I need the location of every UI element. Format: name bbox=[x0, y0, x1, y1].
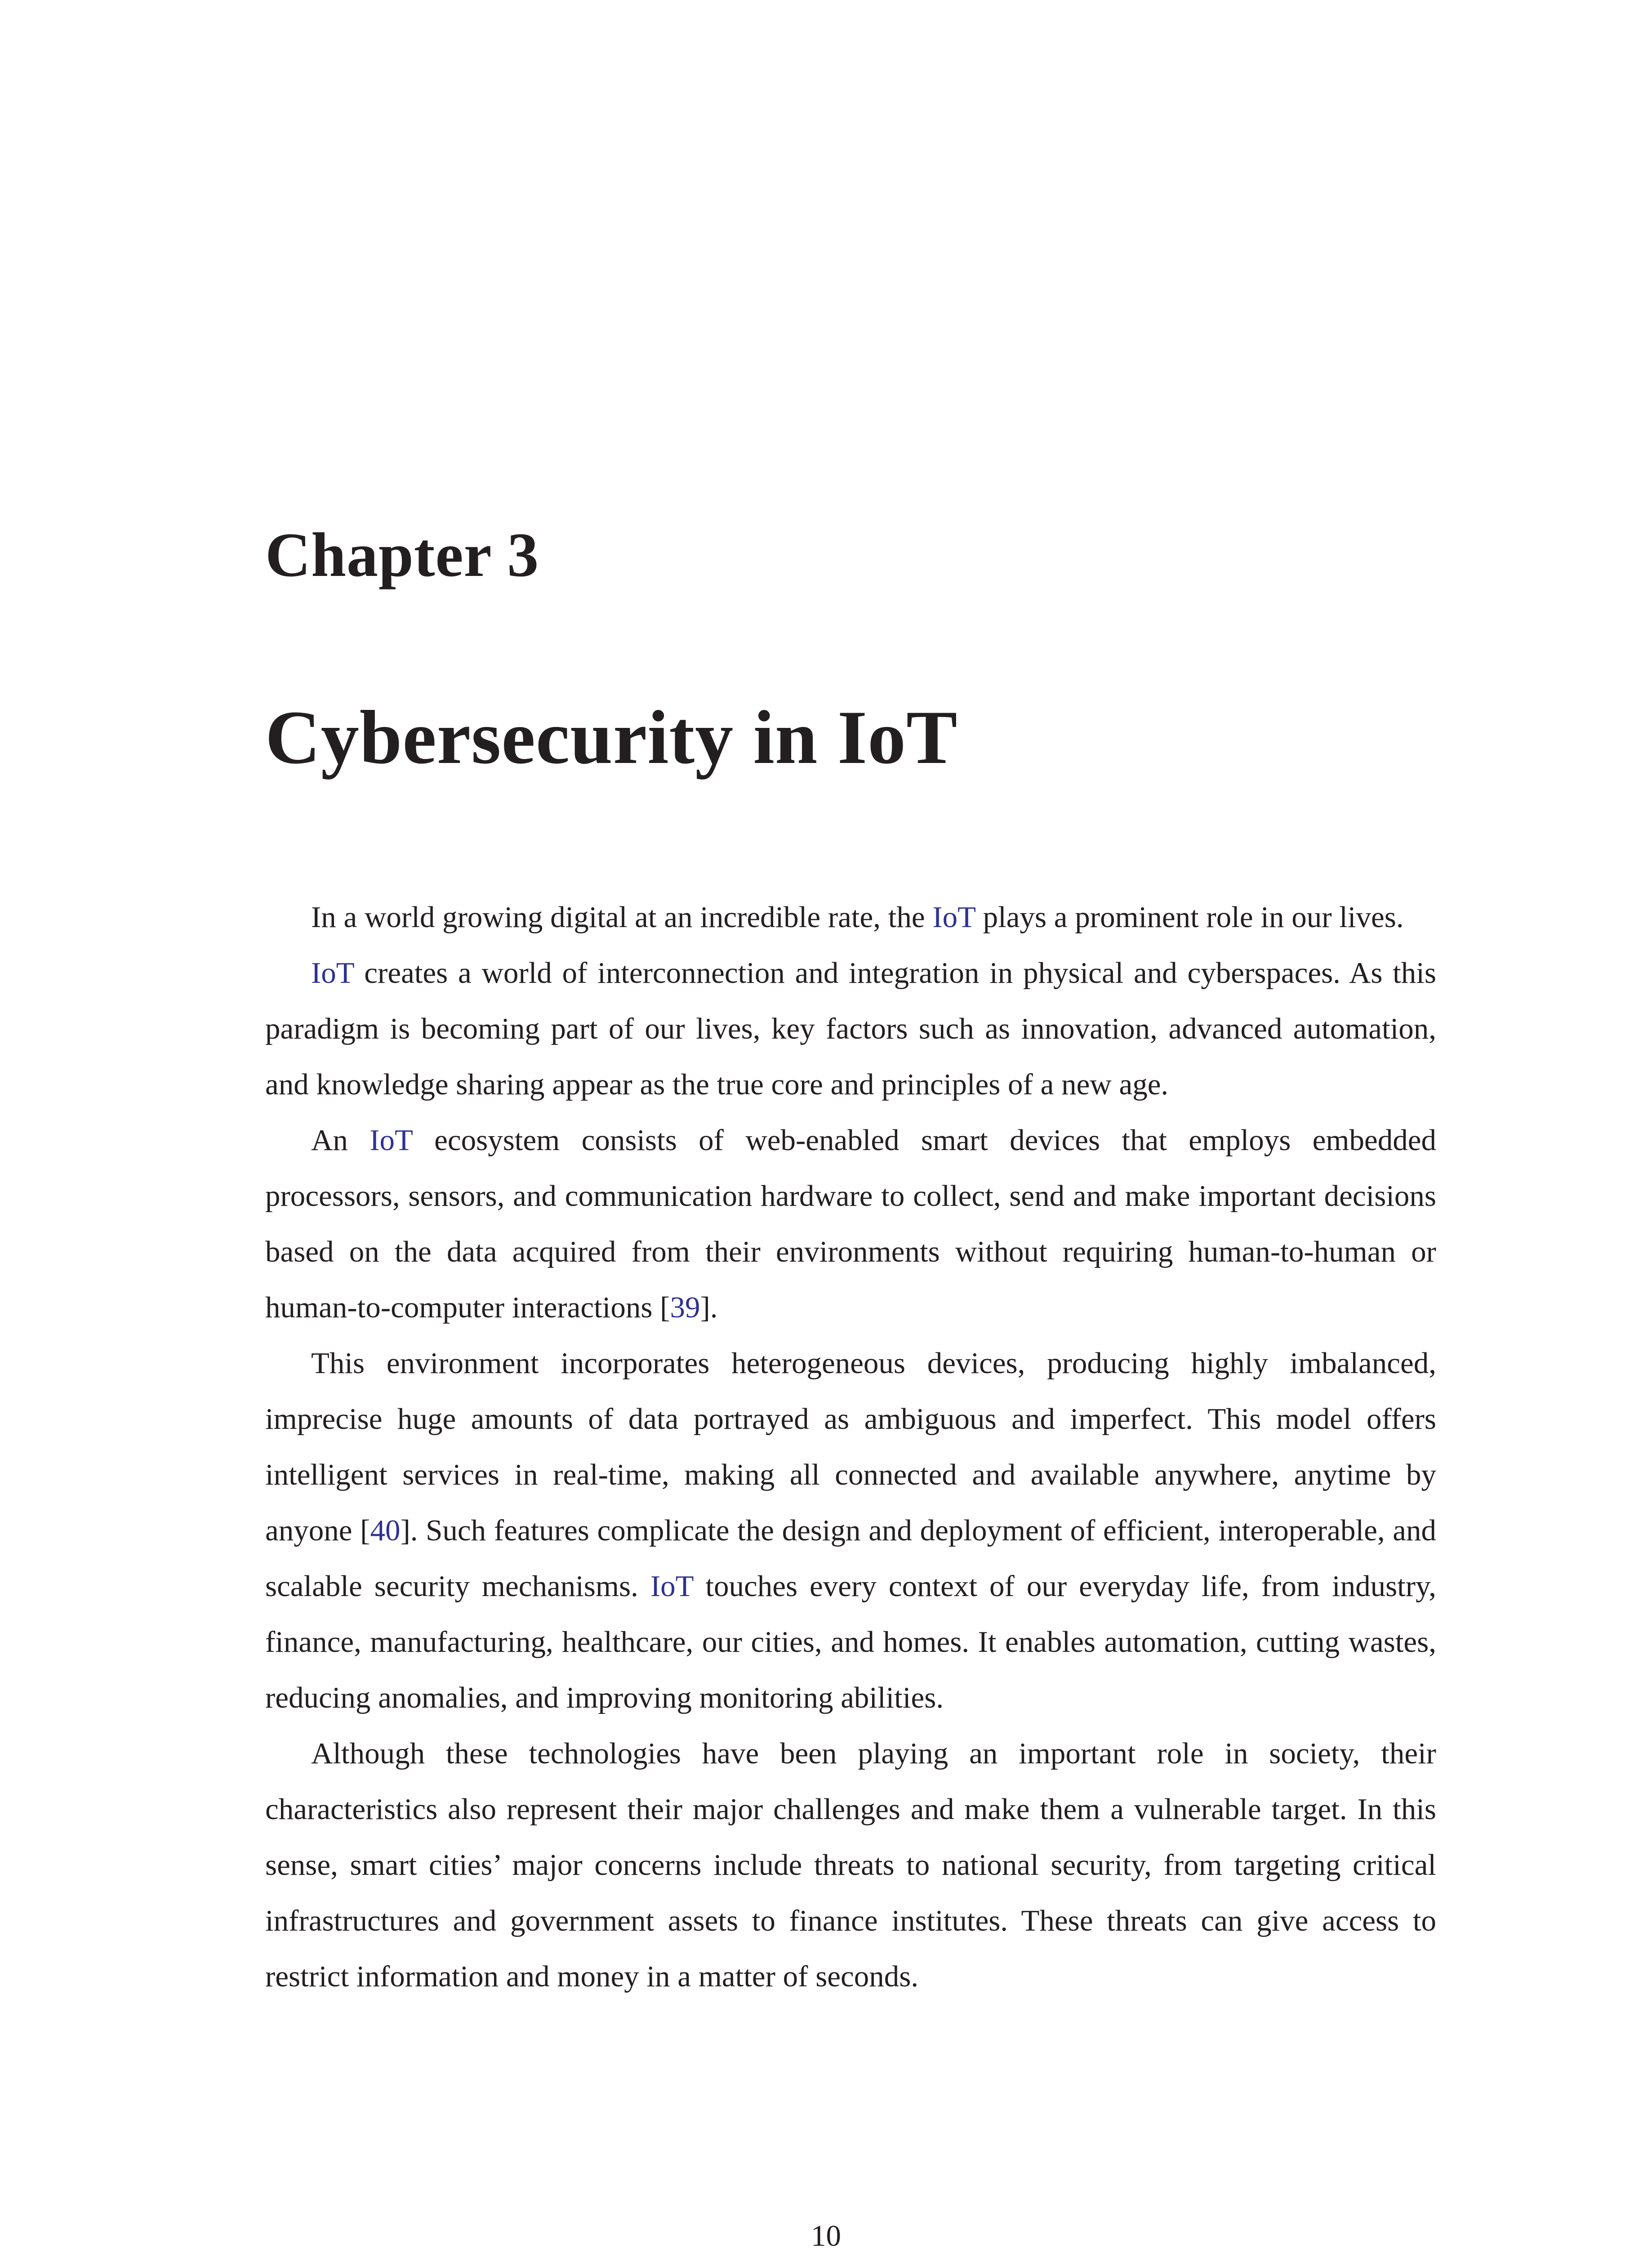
chapter-label: Chapter 3 bbox=[265, 520, 539, 590]
acronym-link-iot[interactable]: IoT bbox=[370, 1124, 413, 1157]
paragraph-text: touches every context of our everyday life, from industry, finance, manufacturing, healthcare, our cities, and homes. It enables automation, cutting wastes, reducing anomalies, and improving monitoring abilities. bbox=[265, 1570, 1436, 1714]
citation-link[interactable]: 39 bbox=[670, 1291, 700, 1324]
paragraph bbox=[265, 945, 1436, 1112]
paragraph-text: An bbox=[311, 1124, 370, 1157]
paragraph-text: plays a prominent role in our lives. bbox=[975, 901, 1404, 934]
paragraph-text: This environment incorporates heterogeneous devices, producing highly imbalanced, imprecise huge amounts of data portrayed as ambiguous and imperfect. This model offers intelligent services in real-time, making all connected and available anywhere, anytime by anyone [ bbox=[265, 1347, 1436, 1547]
citation-link[interactable]: 40 bbox=[370, 1514, 401, 1547]
body-text bbox=[265, 889, 1436, 2004]
paragraph bbox=[265, 889, 1436, 945]
page-number: 10 bbox=[811, 2219, 841, 2248]
paragraph bbox=[265, 1335, 1436, 1726]
chapter-title: Cybersecurity in IoT bbox=[265, 695, 958, 780]
paragraph-text: In a world growing digital at an incredible rate, the bbox=[311, 901, 933, 934]
paragraph-text: ]. Such features complicate the design and deployment of efficient, interoperable, and scalable security mechanisms. bbox=[265, 1514, 1436, 1603]
paragraph-text: ]. bbox=[700, 1291, 718, 1324]
acronym-link-iot[interactable]: IoT bbox=[650, 1570, 694, 1603]
paragraph-text: creates a world of interconnection and integration in physical and cyberspaces. As this paradigm is becoming part of our lives, key factors such as innovation, advanced automation, and knowledge sharing appear as the true core and principles of a new age. bbox=[265, 956, 1436, 1101]
paragraph bbox=[265, 1112, 1436, 1335]
paragraph-text: Although these technologies have been playing an important role in society, their characteristics also represent their major challenges and make them a vulnerable target. In this sense, smart cities’ major concerns include threats to national security, from targeting critical infrastructures and government assets to finance institutes. These threats can give access to restrict information and money in a matter of seconds. bbox=[265, 1737, 1436, 1993]
paragraph bbox=[265, 1726, 1436, 2004]
paragraph-text: ecosystem consists of web-enabled smart devices that employs embedded processors, sensors, and communication hardware to collect, send and make important decisions based on the data acquired from their environments without requiring human-to-human or human-to-computer interactions [ bbox=[265, 1124, 1436, 1324]
acronym-link-iot[interactable]: IoT bbox=[311, 956, 354, 990]
acronym-link-iot[interactable]: IoT bbox=[932, 901, 975, 934]
